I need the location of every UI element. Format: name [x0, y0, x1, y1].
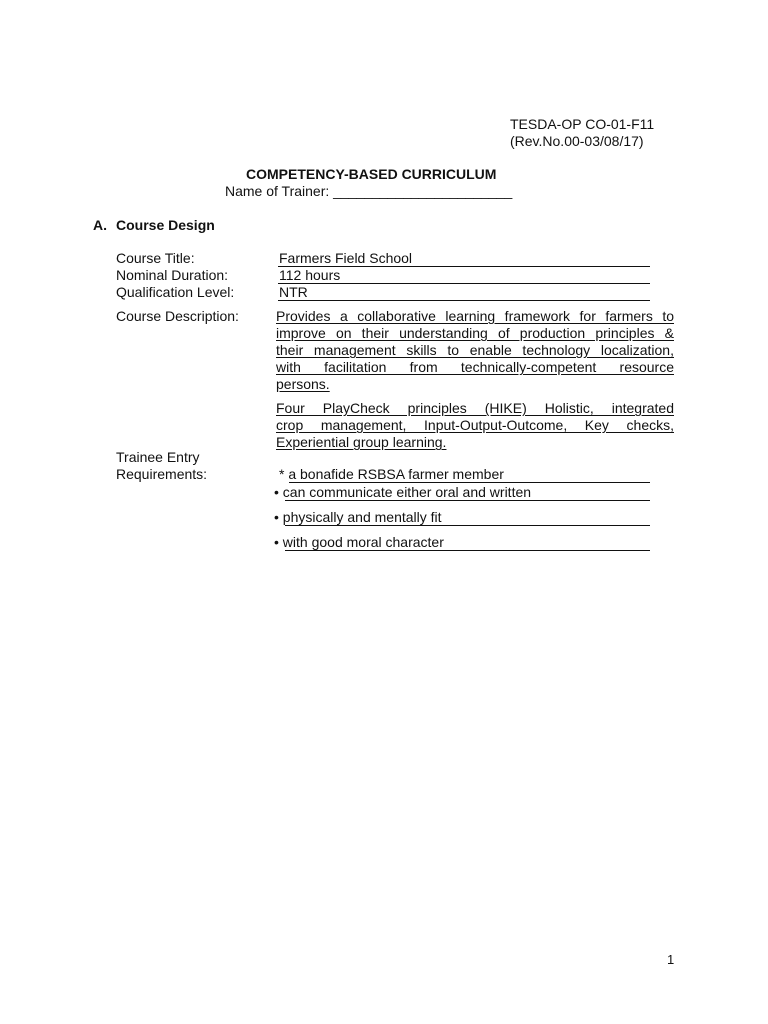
description-line: improve on their understanding of production principles & [276, 325, 674, 341]
description-line: persons. [276, 376, 330, 392]
requirement-text: physically and mentally fit [282, 509, 442, 525]
qualification-value: NTR [279, 284, 308, 300]
requirement-underline [289, 482, 650, 483]
requirement-underline [285, 525, 650, 526]
description-line: with facilitation from technically-competent resource [276, 359, 674, 375]
duration-label: Nominal Duration: [116, 267, 229, 283]
requirement-item [279, 466, 504, 482]
requirement-text: can communicate either oral and written [282, 484, 532, 500]
section-a-heading: Course Design [116, 217, 215, 233]
description-label: Course Description: [116, 308, 239, 324]
trainer-label: Name of Trainer: [225, 183, 330, 199]
playcheck-line: Experiential group learning. [276, 434, 447, 450]
asterisk-marker: * [279, 466, 285, 482]
duration-value: 112 hours [279, 267, 341, 283]
entry-label-line2: Requirements: [116, 466, 208, 482]
playcheck-line: Four PlayCheck principles (HIKE) Holistic, integrated [276, 400, 674, 416]
description-line: their management skills to enable technology localization, [276, 342, 674, 358]
document-title: COMPETENCY-BASED CURRICULUM [246, 166, 497, 182]
section-a-letter: A. [93, 217, 107, 233]
duration-underline [278, 283, 650, 284]
trainer-blank: _______________________ [333, 183, 513, 199]
qualification-underline [278, 300, 650, 301]
description-line: Provides a collaborative learning framework for farmers to [276, 308, 674, 324]
playcheck-line: crop management, Input-Output-Outcome, Key checks, [276, 417, 674, 433]
revision-number: (Rev.No.00-03/08/17) [510, 133, 644, 149]
bullet-icon: • [274, 509, 279, 525]
bullet-icon: • [274, 484, 279, 500]
course-title-label: Course Title: [116, 250, 195, 266]
qualification-label: Qualification Level: [116, 284, 235, 300]
requirement-item [274, 534, 444, 550]
trainer-line [225, 183, 512, 199]
playcheck-paragraph [276, 400, 674, 451]
requirement-underline [285, 550, 650, 551]
requirement-text: with good moral character [282, 534, 444, 550]
bullet-icon: • [274, 534, 279, 550]
requirement-underline [285, 500, 650, 501]
entry-label-line1: Trainee Entry [116, 449, 200, 465]
course-description [276, 308, 674, 393]
course-title-value: Farmers Field School [279, 250, 413, 266]
page-number: 1 [667, 952, 675, 967]
form-code: TESDA-OP CO-01-F11 [510, 116, 655, 132]
requirement-item [274, 509, 442, 525]
requirement-text: a bonafide RSBSA farmer member [288, 466, 504, 482]
requirement-item [274, 484, 531, 500]
